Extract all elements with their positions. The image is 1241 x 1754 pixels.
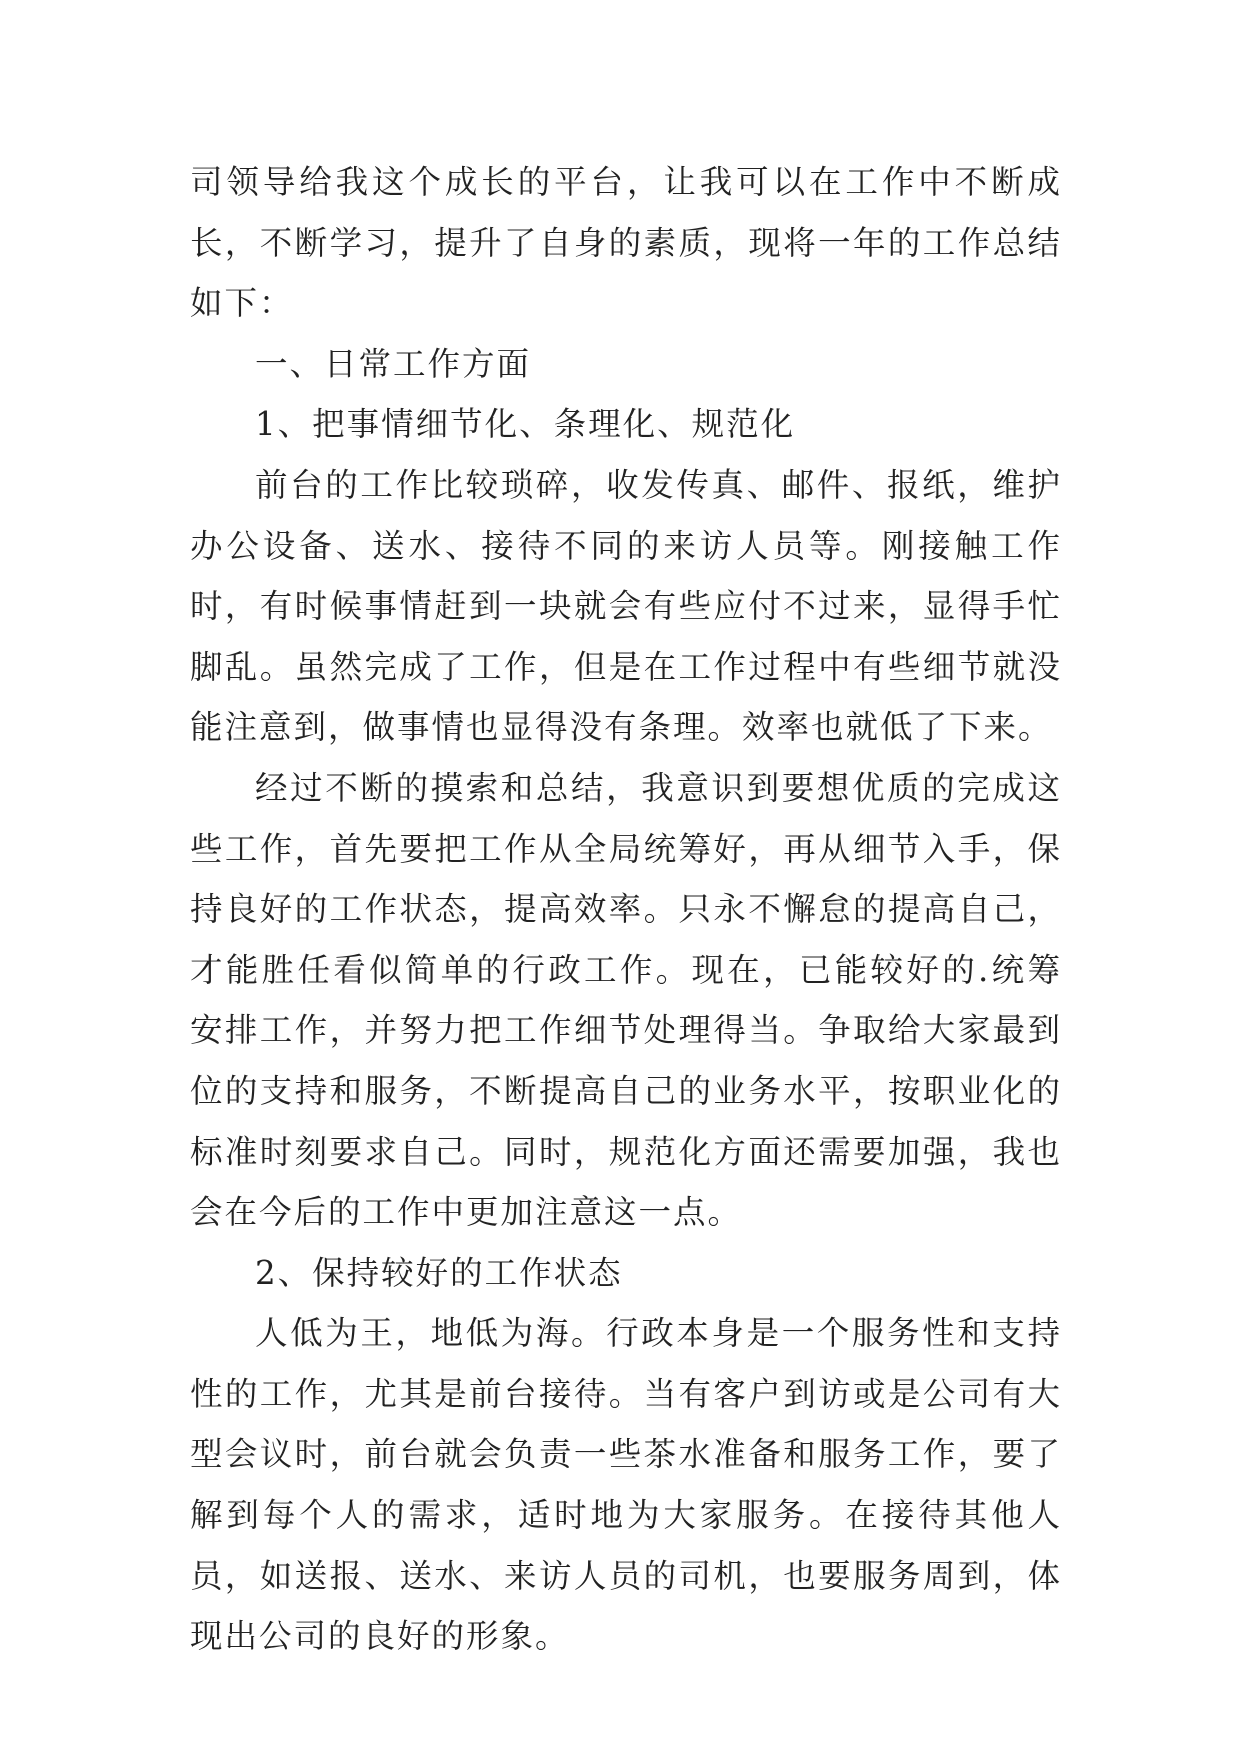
subsection-heading-1: 1、把事情细节化、条理化、规范化 (255, 405, 796, 444)
body-paragraph-3: 人低为王，地低为海。行政本身是一个服务性和支持性的工作，尤其是前台接待。当有客户到访或是公司有大型会议时，前台就会负责一些茶水准备和服务工作，要了解到每个人的需求，适时地为大家服务。在接待其他人员，如送报、送水、来访人员的司机，也要服务周到，体现出公司的良好的形象。 (190, 1314, 1062, 1656)
document-page (190, 152, 1062, 1667)
intro-paragraph: 司领导给我这个成长的平台，让我可以在工作中不断成长，不断学习，提升了自身的素质，现将一年的工作总结如下： (190, 163, 1062, 323)
body-paragraph-2: 经过不断的摸索和总结，我意识到要想优质的完成这些工作，首先要把工作从全局统筹好，再从细节入手，保持良好的工作状态，提高效率。只永不懈怠的提高自己，才能胜任看似简单的行政工作。现在，已能较好的.统筹安排工作，并努力把工作细节处理得当。争取给大家最到位的支持和服务，不断提高自己的业务水平，按职业化的标准时刻要求自己。同时，规范化方面还需要加强，我也会在今后的工作中更加注意这一点。 (190, 768, 1062, 1232)
subsection-heading-2: 2、保持较好的工作状态 (255, 1253, 623, 1292)
section-heading-daily-work: 一、日常工作方面 (255, 344, 532, 383)
body-paragraph-1: 前台的工作比较琐碎，收发传真、邮件、报纸，维护办公设备、送水、接待不同的来访人员等。刚接触工作时，有时候事情赶到一块就会有些应付不过来，显得手忙脚乱。虽然完成了工作，但是在工作过程中有些细节就没能注意到，做事情也显得没有条理。效率也就低了下来。 (190, 465, 1062, 747)
